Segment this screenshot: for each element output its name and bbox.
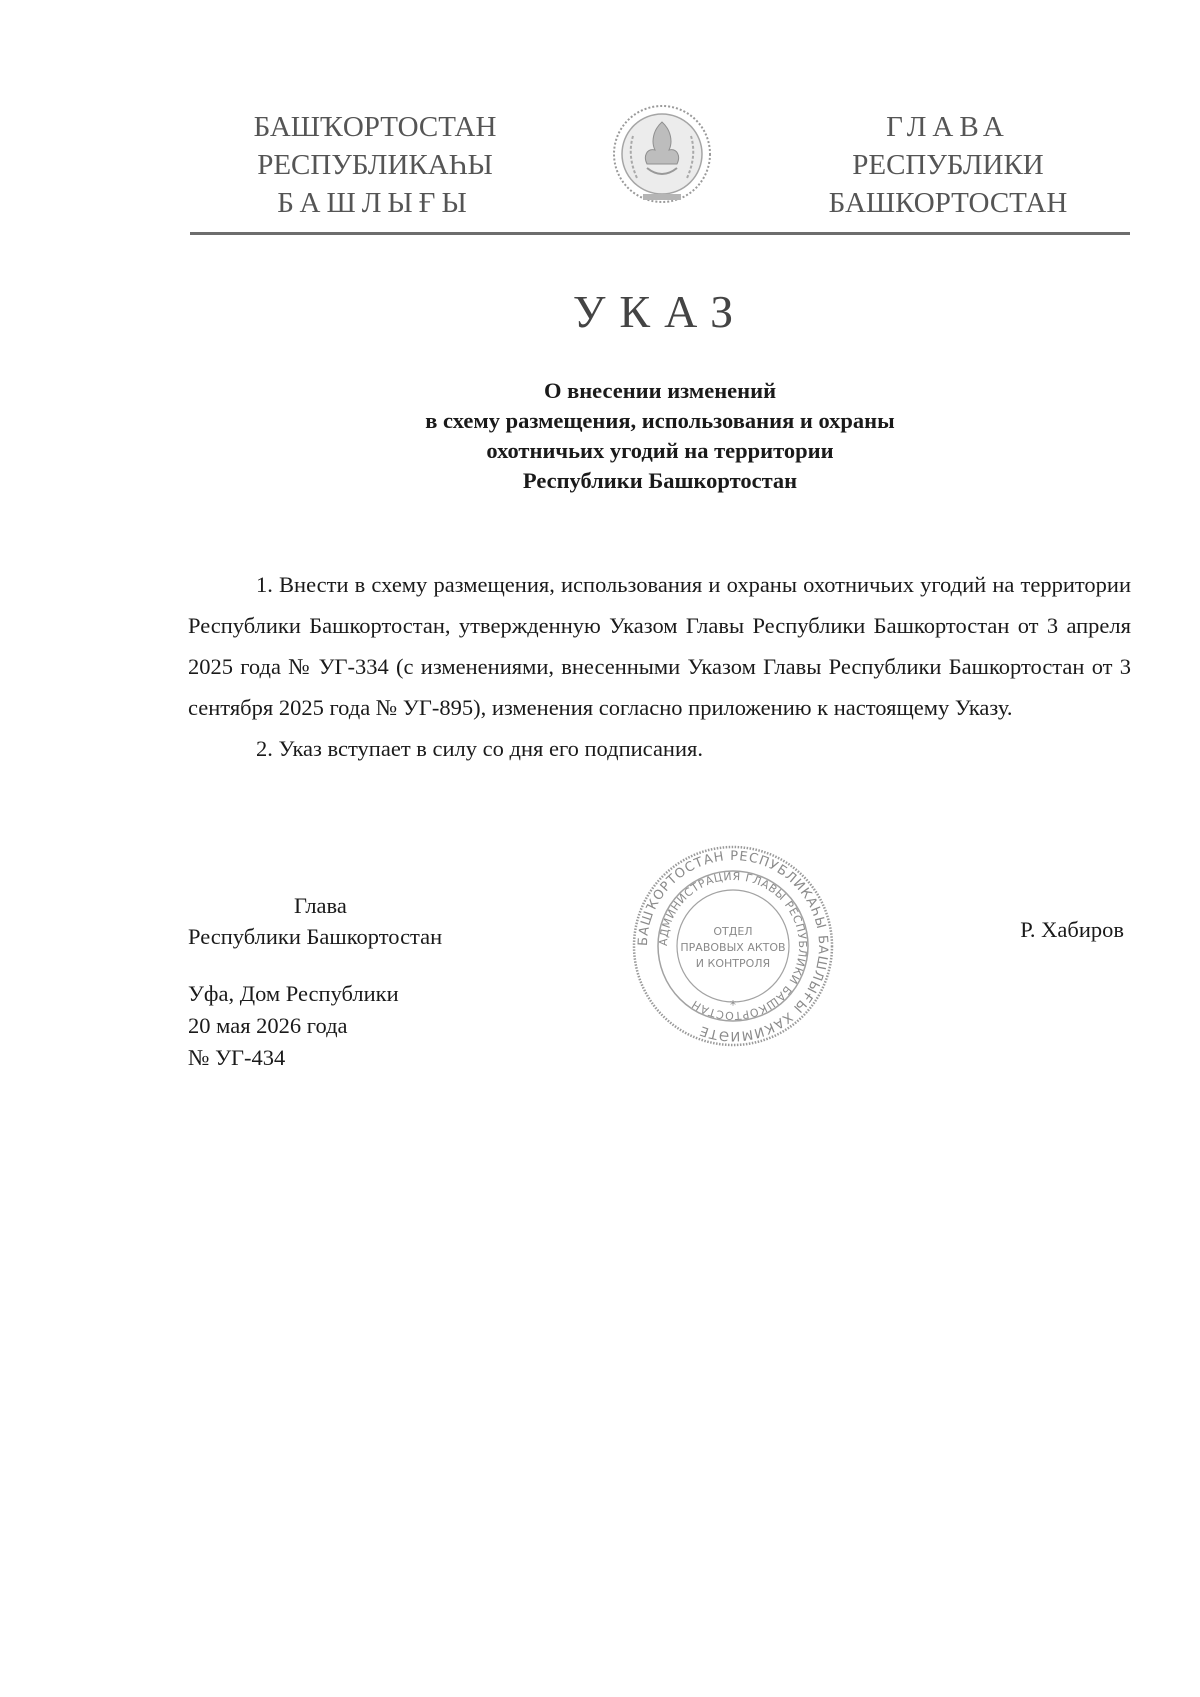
stamp-center-line-1: ОТДЕЛ [713, 925, 753, 938]
decree-body [188, 564, 1131, 769]
header-left-line-2: РЕСПУБЛИКАҺЫ [257, 149, 493, 181]
place-date-block [188, 978, 399, 1074]
header-divider [190, 232, 1130, 235]
subject-line-2: в схему размещения, использования и охраны [425, 408, 895, 433]
document-title: УКАЗ [572, 286, 748, 337]
header-right-line-2: РЕСПУБЛИКИ [852, 149, 1044, 181]
subject-line-1: О внесении изменений [543, 378, 777, 403]
signing-date: 20 мая 2026 года [188, 1013, 348, 1038]
header-left-block [200, 108, 550, 222]
header-right-block [748, 108, 1148, 222]
stamp-outer-text: БАШҠОРТОСТАН РЕСПУБЛИКАҺЫ БАШЛЫҒЫ ХАКИМИӘТЕ [635, 848, 831, 1044]
stamp-inner-text: АДМИНИСТРАЦИЯ ГЛАВЫ РЕСПУБЛИКИ БАШКОРТОСТАН [656, 869, 810, 1023]
stamp-center-line-3: И КОНТРОЛЯ [695, 957, 771, 970]
signatory-name: Р. Хабиров [1020, 917, 1124, 942]
header-left-line-1: БАШҠОРТОСТАН [253, 111, 497, 143]
paragraph-1: 1. Внести в схему размещения, использования и охраны охотничьих угодий на территории Республики Башкортостан, утвержденную Указом Главы Республики Башкортостан от 3 апреля 2025 года № УГ-334 (с изменениями, внесенными Указом Главы Республики Башкортостан от 3 сентября 2025 года № УГ-895), изменения согласно приложению к настоящему Указу. [188, 572, 1131, 720]
paragraph-2: 2. Указ вступает в силу со дня его подписания. [256, 736, 703, 761]
coat-of-arms-emblem-icon [603, 96, 721, 216]
header-right-line-1: ГЛАВА [886, 111, 1010, 143]
subject-line-4: Республики Башкортостан [522, 468, 798, 493]
header-left-line-3: БАШЛЫҒЫ [277, 187, 473, 219]
signatory-title [188, 890, 442, 952]
signatory-title-line-1: Глава [294, 893, 347, 918]
subject-line-3: охотничьих угодий на территории [486, 438, 834, 463]
stamp-star-icon: * [730, 998, 736, 1012]
official-stamp-icon [630, 843, 836, 1049]
signing-place: Уфа, Дом Республики [188, 981, 399, 1006]
stamp-center-line-2: ПРАВОВЫХ АКТОВ [680, 941, 786, 954]
decree-number: № УГ-434 [188, 1045, 286, 1070]
signatory-title-line-2: Республики Башкортостан [188, 924, 443, 949]
header-right-line-3: БАШКОРТОСТАН [828, 187, 1068, 219]
decree-subject [300, 376, 1020, 496]
